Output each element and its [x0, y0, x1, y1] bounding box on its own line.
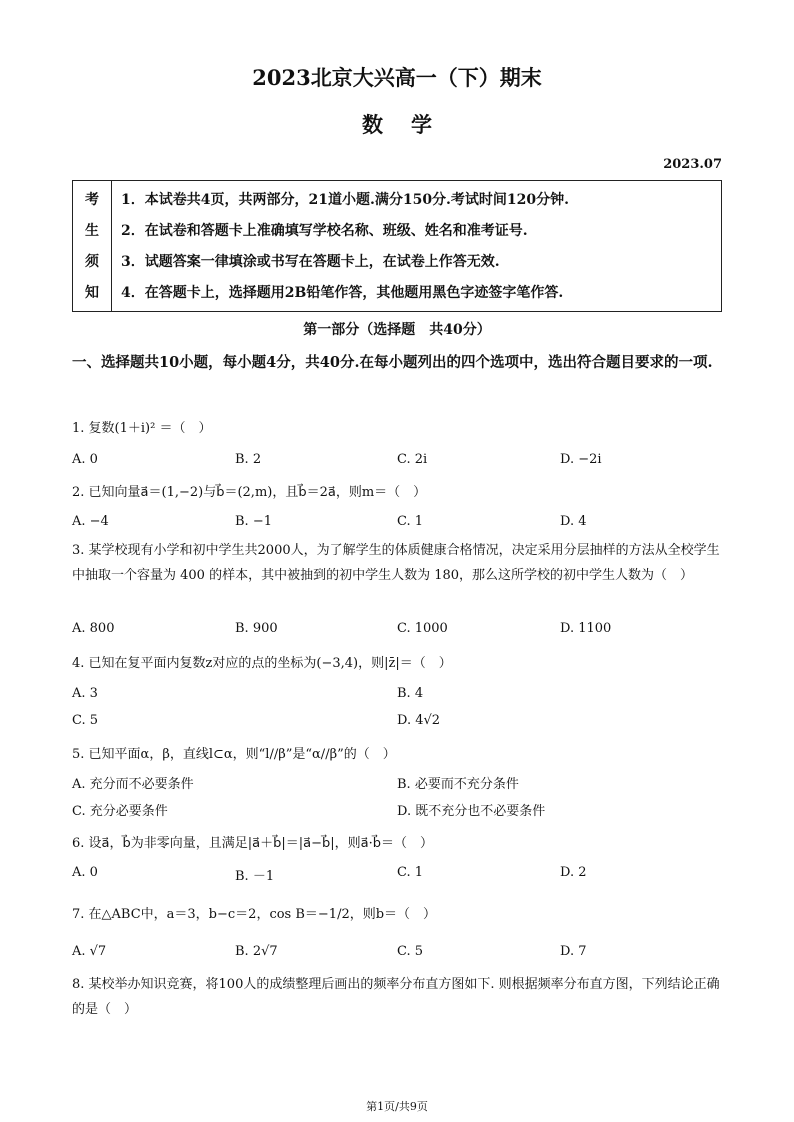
question-8-stem: 8. 某校举办知识竞赛，将100人的成绩整理后画出的频率分布直方图如下. 则根据频率分布直方图，下列结论正确的是（ ） — [72, 977, 720, 1017]
q7-option-a: A. √7 — [72, 944, 107, 959]
q1-option-d: D. −2i — [560, 452, 602, 467]
q6-option-a: A. 0 — [72, 865, 98, 880]
q2-option-d: D. 4 — [560, 514, 587, 529]
q2-option-b: B. −1 — [235, 514, 272, 529]
q7-option-c: C. 5 — [397, 944, 424, 959]
question-4-stem: 4. 已知在复平面内复数z对应的点的坐标为(−3,4)，则|z̄|＝（ ） — [72, 656, 452, 671]
q4-option-a: A. 3 — [72, 686, 98, 701]
notice-line: 4．在答题卡上，选择题用2B铅笔作答，其他题用黑色字迹签字笔作答. — [121, 285, 564, 301]
section-intro: 一、选择题共10小题，每小题4分，共40分.在每小题列出的四个选项中，选出符合题目要求的一项. — [72, 354, 713, 371]
notice-side-char: 考 — [85, 192, 99, 208]
q5-option-a: A. 充分而不必要条件 — [72, 777, 194, 792]
q6-option-c: C. 1 — [397, 865, 424, 880]
q3-option-a: A. 800 — [72, 621, 115, 636]
q3-option-b: B. 900 — [235, 621, 278, 636]
notice-line: 3．试题答案一律填涂或书写在答题卡上，在试卷上作答无效. — [121, 254, 500, 270]
notice-line: 1．本试卷共4页，共两部分，21道小题.满分150分.考试时间120分钟. — [121, 192, 570, 208]
q4-option-b: B. 4 — [397, 686, 424, 701]
q7-option-d: D. 7 — [560, 944, 587, 959]
notice-side-char: 知 — [85, 285, 99, 301]
question-2-stem: 2. 已知向量a⃗＝(1,−2)与b⃗＝(2,m)，且b⃗＝2a⃗，则m＝（ ） — [72, 485, 427, 500]
question-5-stem: 5. 已知平面α，β，直线l⊂α，则“l//β”是“α//β”的（ ） — [72, 747, 396, 762]
subject-title: 数学 — [362, 112, 460, 137]
q1-option-c: C. 2i — [397, 452, 428, 467]
q5-option-b: B. 必要而不充分条件 — [397, 777, 519, 792]
q3-option-c: C. 1000 — [397, 621, 448, 636]
part-heading: 第一部分（选择题 共40分） — [303, 322, 491, 338]
question-7-stem: 7. 在△ABC中，a＝3，b−c＝2，cos B＝−1/2，则b＝（ ） — [72, 907, 437, 922]
q1-option-b: B. 2 — [235, 452, 262, 467]
notice-box — [72, 180, 722, 312]
q1-option-a: A. 0 — [72, 452, 98, 467]
q2-option-c: C. 1 — [397, 514, 424, 529]
page-footer: 第1页/共9页 — [366, 1100, 428, 1113]
notice-side-char: 须 — [85, 254, 99, 270]
question-1-stem: 1. 复数(1＋i)² ＝（ ） — [72, 421, 212, 436]
q3-option-d: D. 1100 — [560, 621, 612, 636]
q5-option-c: C. 充分必要条件 — [72, 804, 168, 819]
page-title: 2023北京大兴高一（下）期末 — [252, 65, 542, 90]
q6-option-d: D. 2 — [560, 865, 587, 880]
q5-option-d: D. 既不充分也不必要条件 — [397, 804, 546, 819]
q4-option-d: D. 4√2 — [397, 713, 441, 728]
q6-option-b: B. －1 — [235, 869, 275, 884]
q4-option-c: C. 5 — [72, 713, 99, 728]
notice-side-char: 生 — [85, 223, 99, 239]
q7-option-b: B. 2√7 — [235, 944, 278, 959]
question-3-stem: 3. 某学校现有小学和初中学生共2000人，为了解学生的体质健康合格情况，决定采用分层抽样的方法从全校学生中抽取一个容量为 400 的样本，其中被抽到的初中学生人数为 180，那么这所学校的初中学生人数为（ ） — [72, 543, 720, 583]
exam-date: 2023.07 — [663, 157, 722, 172]
notice-side-label — [73, 181, 112, 312]
notice-lines — [112, 181, 722, 312]
q2-option-a: A. −4 — [72, 514, 109, 529]
notice-line: 2．在试卷和答题卡上准确填写学校名称、班级、姓名和准考证号. — [121, 223, 528, 239]
question-6-stem: 6. 设a⃗，b⃗为非零向量，且满足|a⃗＋b⃗|＝|a⃗−b⃗|，则a⃗·b⃗＝（ ） — [72, 836, 433, 851]
